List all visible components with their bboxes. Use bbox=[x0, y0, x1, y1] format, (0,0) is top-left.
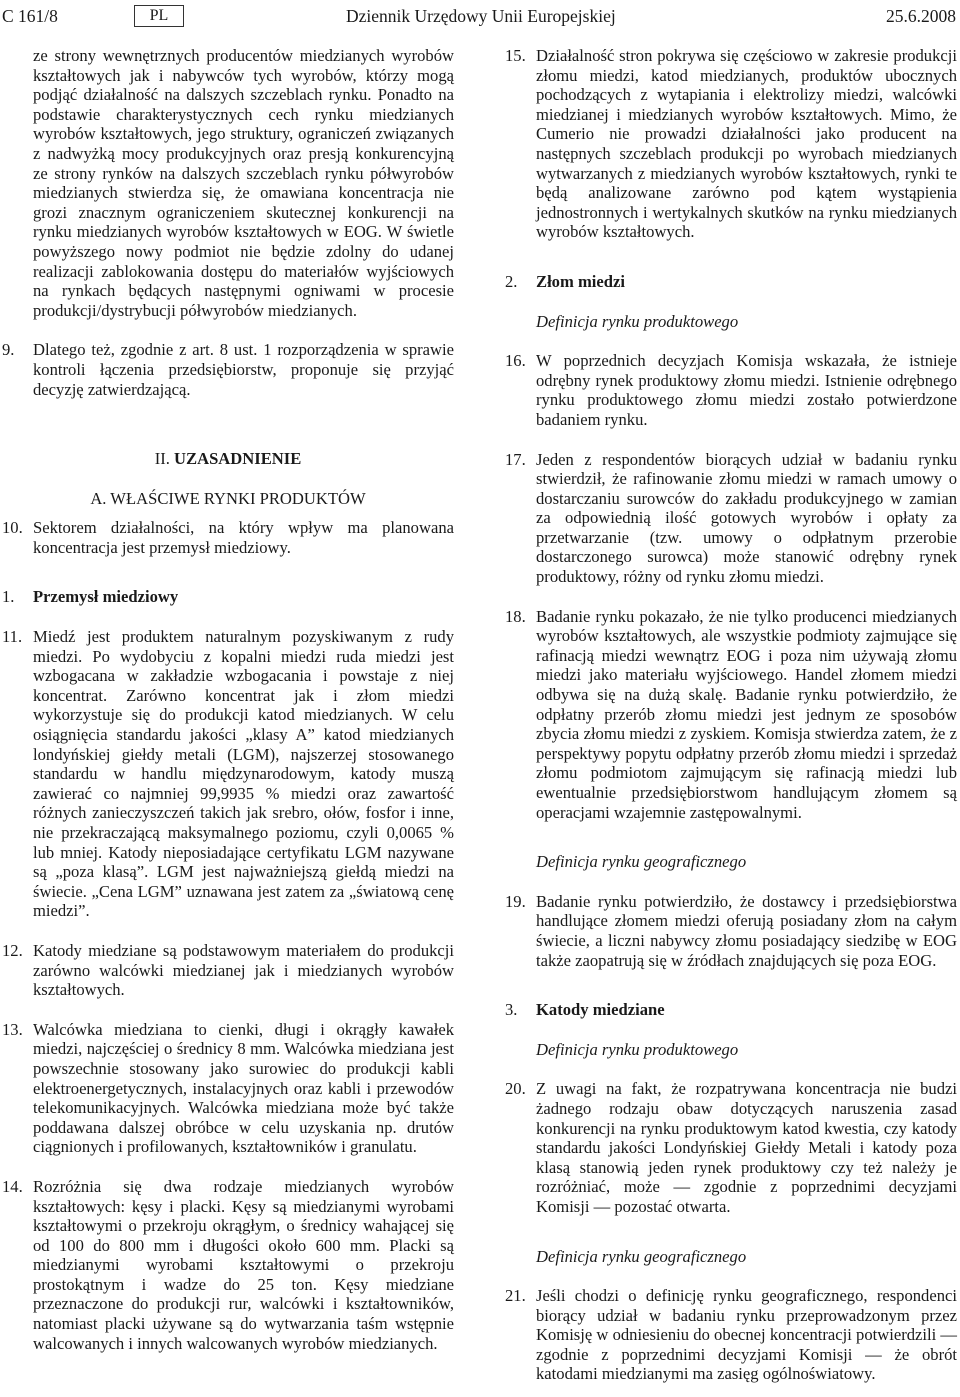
subheading-2: 2. Złom miedzi bbox=[505, 271, 625, 291]
geographic-market-definition-heading-2: Definicja rynku geograficznego bbox=[536, 1246, 747, 1266]
paragraph-17: 17. Jeden z respondentów biorących udział w badaniu rynku stwierdził, że rafinowanie złomu miedzi w ramach umowy o dostarczaniu surowców do zakładu produkcyjnego w zamian za odpowiednią ilość gotowych wyrobów i opłaty za przetwarzanie (tzw. umowy o odpłatnym przerobie dostarczonego surowca) może stanowić odrębny rynek produktowy, różny od rynku złomu miedzi. bbox=[505, 449, 957, 587]
paragraph-13: 13. Walcówka miedziana to cienki, długi i okrągły kawałek miedzi, najczęściej o średnicy 8 mm. Walcówka miedziana jest powszechnie stosowany jako surowiec do produkcji kabli elektroenergetycznych, instalacyjnych oraz kabli i przewodów telekomunikacyjnych. Walcówka miedziana może być także poddawana dalszej obróbce w celu uzyskania np. drutów ciągnionych i profilowanych, kształtowników i granulatu. bbox=[2, 1019, 454, 1157]
paragraph-16: 16. W poprzednich decyzjach Komisja wskazała, że istnieje odrębny rynek produktowy złomu miedzi. Istnienie odrębnego rynku produktowego złomu miedzi zostało potwierdzone badaniem rynku. bbox=[505, 351, 957, 429]
paragraph-14: 14. Rozróżnia się dwa rodzaje miedzianych wyrobów kształtowych: kęsy i placki. Kęsy są miedzianymi wyrobami kształtowymi o przekroju okrągłym, o średnicy wahającej się od 100 do 800 mm i długości około 600 mm. Placki są miedzianymi wyrobami kształtowymi o przekroju prostokątnym i wadze do 25 ton. Kęsy miedziane przeznaczone do produkcji rur, walcówki i kształtowników, natomiast placki używane są do wytwarzania taśm wstępnie walcowanych i innych walcowanych wyrobów miedzianych. bbox=[2, 1176, 454, 1353]
subheading-3: 3. Katody miedziane bbox=[505, 1000, 665, 1020]
paragraph-9 bbox=[2, 340, 454, 399]
paragraph-20: 20. Z uwagi na fakt, że rozpatrywana koncentracja nie budzi żadnego rodzaju obaw dotyczących naruszenia zasad konkurencji na rynku produktowym katod kwestia, czy katody standardu jakości Londyńskiej Giełdy Metali i katody poza klasą stanowią jeden rynek produktowy czy też należy je rozróżniać, może — zgodnie z poprzednimi decyzjami Komisji — pozostać otwarta. bbox=[505, 1079, 957, 1216]
product-market-definition-heading-2: Definicja rynku produktowego bbox=[536, 1039, 739, 1059]
section-heading-a: A. WŁAŚCIWE RYNKI PRODUKTÓW bbox=[90, 488, 366, 508]
paragraph-10: 10. Sektorem działalności, na który wpływ ma planowana koncentracja jest przemysł miedziowy. bbox=[2, 518, 454, 557]
issue-date: 25.6.2008 bbox=[886, 6, 956, 26]
geographic-market-definition-heading: Definicja rynku geograficznego bbox=[536, 852, 747, 872]
paragraph-15: 15. Działalność stron pokrywa się częściowo w zakresie produkcji złomu miedzi, katod miedzianych, produktów ubocznych pochodzących z wytapiania i elektrolizy miedzi, walcówki miedzianej i miedzianych wyrobów kształtowych. Mimo, że Cumerio nie prowadzi działalności jako producent na następnych szczeblach produkcji po wyrobach miedzianych wytwarzanych z miedzianych wyrobów kształtowych, rynki te będą analizowane zarówno pod kątem wystąpienia jednostronnych i wertykalnych skutków na rynku miedzianych wyrobów kształtowych. bbox=[505, 46, 957, 242]
continued-paragraph: ze strony wewnętrznych producentów miedzianych wyrobów kształtowych jak i nabywców tych wyrobów, którzy mogą podjąć działalność na dalszych szczeblach rynku. Ponadto na podstawie charakterystycznych cech rynku miedzianych wyrobów kształtowych, jego struktury, ograniczeń związanych z nadwyżką mocy produkcyjnych oraz presją konkurencyjną ze strony rynków na dalszych szczeblach rynku półwyrobów miedzianych stwierdza się, że omawiana koncentracja nie grozi znacznym ograniczeniem skutecznej konkurencji na rynku miedzianych wyrobów kształtowych w EOG. W świetle powyższego nowy podmiot nie będzie zdolny do udanej realizacji zablokowania dostępu do materiałów wyjściowych na rynkach będących następnymi ogniwami w procesie produkcji/dystrybucji półwyrobów miedzianych. bbox=[33, 46, 454, 320]
paragraph-18: 18. Badanie rynku pokazało, że nie tylko producenci miedzianych wyrobów kształtowych, ale wszystkie podmioty zajmujące się rafinacją miedzi wewnątrz EOG i poza nim używają złomu miedzi jako materiału wyjściowego. Handel złomem miedzi odbywa się na dużą skalę. Badanie rynku potwierdziło, że odpłatny przerób złomu miedzi jest jednym ze sposobów zbycia złomu miedzi z zyskiem. Komisja stwierdza zatem, że z perspektywy popytu odpłatny przerób złomu miedzi i sprzedaż złomu podmiotom zajmującym się rafinacją miedzi lub ewentualnie przedsiębiorstwom handlującym złomem są operacjami wzajemnie zastępowalnymi. bbox=[505, 606, 957, 822]
product-market-definition-heading: Definicja rynku produktowego bbox=[536, 311, 739, 331]
page-reference: C 161/8 bbox=[2, 6, 58, 26]
paragraph-12: 12. Katody miedziane są podstawowym materiałem do produkcji zarówno walcówki miedzianej jak i miedzianych wyrobów kształtowych. bbox=[2, 940, 454, 1000]
paragraph-21: 21. Jeśli chodzi o definicję rynku geograficznego, respondenci biorący udział w badaniu rynku przeprowadzonym przez Komisję w odniesieniu do obecnej koncentracji potwierdzili — zgodnie z poprzednimi decyzjami Komisji — że obrót katodami miedzianymi ma zasięg ogólnoświatowy. bbox=[505, 1286, 957, 1384]
paragraph-number: 9. bbox=[2, 340, 15, 360]
language-box: PL bbox=[134, 5, 184, 27]
section-heading-ii: II. UZASADNIENIE bbox=[154, 449, 302, 469]
paragraph-11: 11. Miedź jest produktem naturalnym pozyskiwanym z rudy miedzi. Po wydobyciu z kopalni miedzi ruda miedzi jest wzbogacana w zakładzie wzbogacania i powstaje z niej koncentrat. Zarówno koncentrat jak i złom miedzi wykorzystuje się do produkcji katod miedzianych. W celu osiągnięcia standardu jakości „klasy A” katod miedzianych londyńskiej giełdy metali (LGM), najszerzej stosowanego standardu w handlu międzynarodowym, katody muszą zawierać co najmniej 99,9935 % miedzi oraz zawartość różnych zanieczyszczeń takich jak srebro, ołów, fosfor i inne, nie przekraczającą maksymalnego poziomu, czyli 0,0065 % lub mniej. Katody nieposiadające certyfikatu LGM nazywane są „poza klasą”. LGM jest najważniejszą giełdą miedzi na świecie. „Cena LGM” uznawana jest zatem za „światową cenę miedzi”. bbox=[2, 627, 454, 921]
paragraph-text: Dlatego też, zgodnie z art. 8 ust. 1 rozporządzenia w sprawie kontroli łączenia przedsiębiorstw, proponuje się przyjąć decyzję zatwierdzającą. bbox=[33, 340, 454, 399]
left-column bbox=[2, 46, 454, 1353]
page-header bbox=[0, 0, 960, 32]
subheading-1: 1. Przemysł miedziowy bbox=[2, 587, 179, 607]
journal-title: Dziennik Urzędowy Unii Europejskiej bbox=[346, 6, 616, 26]
paragraph-19: 19. Badanie rynku potwierdziło, że dostawcy i przedsiębiorstwa handlujące złomem miedzi oferują posiadany złom na całym świecie, a liczni nabywcy złomu posiadający siedzibę w EOG także zaopatrują się w źródłach znajdujących się poza EOG. bbox=[505, 891, 957, 970]
right-column bbox=[505, 46, 957, 1384]
